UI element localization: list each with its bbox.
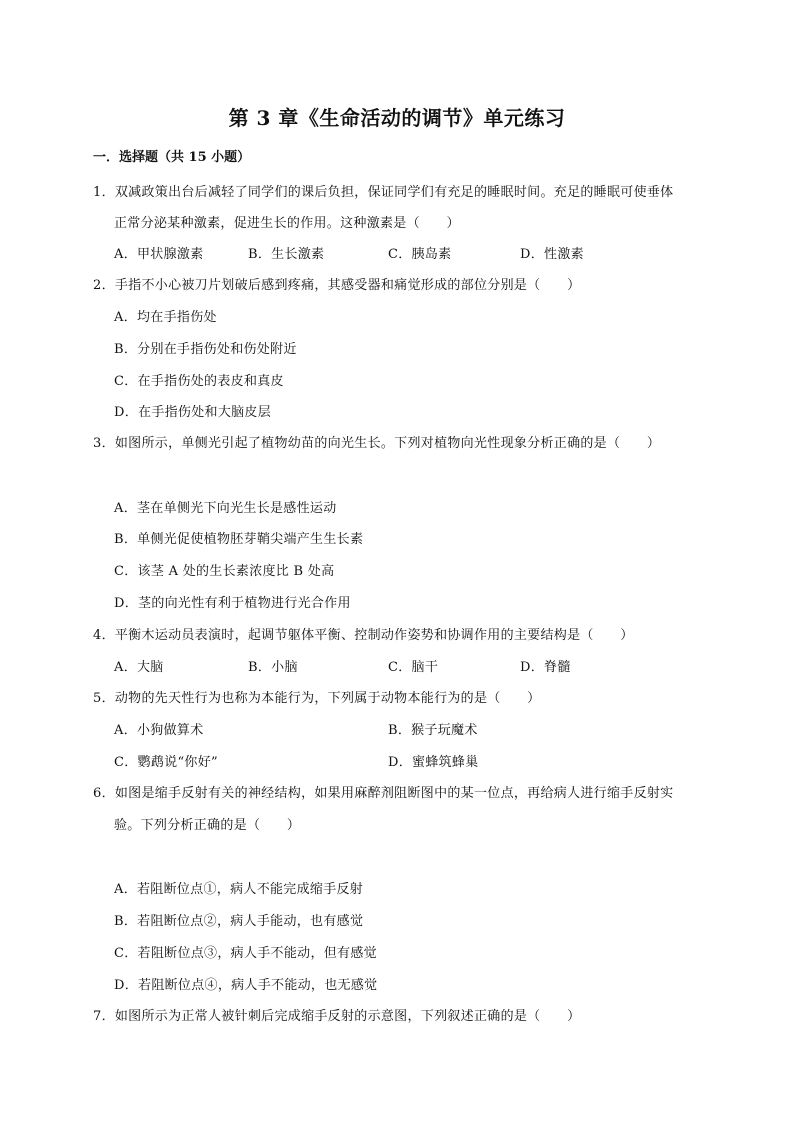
question-4-stem: 4．平衡木运动员表演时，起调节躯体平衡、控制动作姿势和协调作用的主要结构是（ ） bbox=[93, 628, 634, 643]
question-1-stem: 1．双减政策出台后减轻了同学们的课后负担，保证同学们有充足的睡眠时间。充足的睡眠可使垂体 bbox=[93, 185, 674, 200]
q5-option-c: C．鹦鹉说“你好” bbox=[114, 755, 218, 770]
question-7-stem: 7．如图所示为正常人被针刺后完成缩手反射的示意图，下列叙述正确的是（ ） bbox=[93, 1009, 581, 1024]
q2-option-c: C．在手指伤处的表皮和真皮 bbox=[114, 374, 284, 389]
page-title: 第 3 章《生命活动的调节》单元练习 bbox=[228, 106, 566, 130]
q1-option-a: A．甲状腺激素 bbox=[114, 247, 204, 262]
q1-option-c: C．胰岛素 bbox=[388, 247, 452, 262]
q3-option-a: A．茎在单侧光下向光生长是感性运动 bbox=[114, 501, 337, 516]
q2-option-a: A．均在手指伤处 bbox=[114, 310, 217, 325]
question-6-stem: 6．如图是缩手反射有关的神经结构，如果用麻醉剂阻断图中的某一位点，再给病人进行缩手反射实 bbox=[93, 786, 674, 801]
q3-option-b: B．单侧光促使植物胚芽鞘尖端产生生长素 bbox=[114, 532, 364, 547]
q6-option-b: B．若阻断位点②，病人手能动，也有感觉 bbox=[114, 914, 364, 929]
q3-option-d: D．茎的向光性有利于植物进行光合作用 bbox=[114, 596, 351, 611]
q6-option-a: A．若阻断位点①，病人不能完成缩手反射 bbox=[114, 882, 364, 897]
q5-option-b: B．猴子玩魔术 bbox=[388, 723, 478, 738]
q6-option-d: D．若阻断位点④，病人手不能动，也无感觉 bbox=[114, 978, 378, 993]
question-1-stem-cont: 正常分泌某种激素，促进生长的作用。这种激素是（ ） bbox=[114, 216, 460, 231]
q1-option-b: B．生长激素 bbox=[248, 247, 325, 262]
section-heading: 一．选择题（共 15 小题） bbox=[93, 150, 251, 165]
q4-option-d: D．脊髓 bbox=[520, 660, 571, 675]
q4-option-b: B．小脑 bbox=[248, 660, 298, 675]
q5-option-d: D．蜜蜂筑蜂巢 bbox=[388, 755, 479, 770]
q6-option-c: C．若阻断位点③，病人手不能动，但有感觉 bbox=[114, 946, 377, 961]
question-3-stem: 3．如图所示，单侧光引起了植物幼苗的向光生长。下列对植物向光性现象分析正确的是（ ） bbox=[93, 436, 661, 451]
question-5-stem: 5．动物的先天性行为也称为本能行为，下列属于动物本能行为的是（ ） bbox=[93, 691, 541, 706]
q2-option-d: D．在手指伤处和大脑皮层 bbox=[114, 405, 272, 420]
q3-option-c: C．该茎 A 处的生长素浓度比 B 处高 bbox=[114, 564, 335, 579]
question-6-stem-cont: 验。下列分析正确的是（ ） bbox=[114, 818, 301, 833]
q4-option-a: A．大脑 bbox=[114, 660, 164, 675]
q4-option-c: C．脑干 bbox=[388, 660, 439, 675]
q2-option-b: B．分别在手指伤处和伤处附近 bbox=[114, 342, 297, 357]
question-2-stem: 2．手指不小心被刀片划破后感到疼痛，其感受器和痛觉形成的部位分别是（ ） bbox=[93, 278, 581, 293]
q5-option-a: A．小狗做算术 bbox=[114, 723, 204, 738]
q1-option-d: D．性激素 bbox=[520, 247, 584, 262]
